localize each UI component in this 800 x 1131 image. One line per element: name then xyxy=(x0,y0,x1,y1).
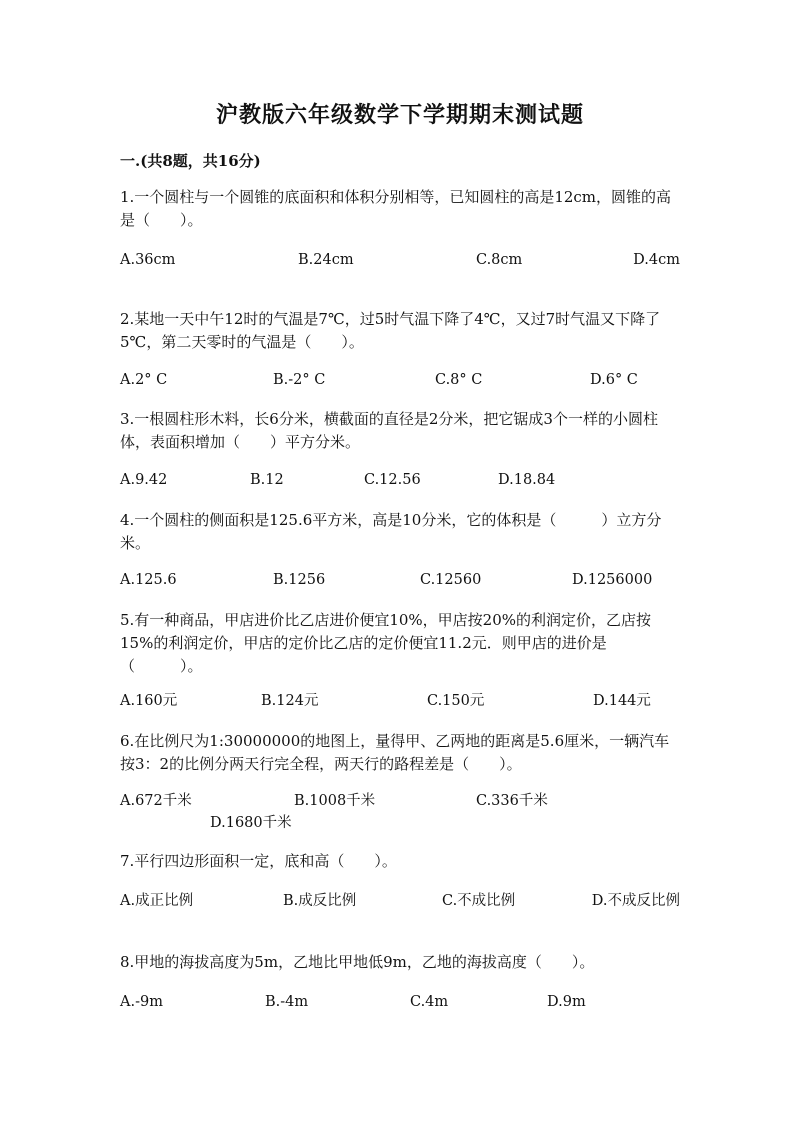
question-1-option-d[interactable]: D.4cm xyxy=(633,252,680,268)
question-6-option-d[interactable]: D.1680千米 xyxy=(210,815,292,831)
question-3-option-c[interactable]: C.12.56 xyxy=(364,472,421,488)
question-5-text: 5.有一种商品，甲店进价比乙店进价便宜10%，甲店按20%的利润定价，乙店按15%的利润定价，甲店的定价比乙店的定价便宜11.2元．则甲店的进价是（ ）。 xyxy=(120,611,651,675)
question-6-text: 6.在比例尺为1:30000000的地图上，量得甲、乙两地的距离是5.6厘米，一辆汽车按3：2的比例分两天行完全程，两天行的路程差是（ ）。 xyxy=(120,732,670,773)
question-2-option-d[interactable]: D.6° C xyxy=(590,372,638,388)
question-4-option-c[interactable]: C.12560 xyxy=(420,572,482,588)
question-2-option-b[interactable]: B.-2° C xyxy=(273,372,326,388)
question-2-text: 2.某地一天中午12时的气温是7℃，过5时气温下降了4℃，又过7时气温又下降了5℃，第二天零时的气温是（ ）。 xyxy=(120,310,661,351)
question-3-option-b[interactable]: B.12 xyxy=(250,472,284,488)
question-7-option-a[interactable]: A.成正比例 xyxy=(120,893,194,909)
question-2-option-a[interactable]: A.2° C xyxy=(120,372,168,388)
question-1-option-b[interactable]: B.24cm xyxy=(298,252,354,268)
question-4-text: 4.一个圆柱的侧面积是125.6平方米，高是10分米，它的体积是（ ）立方分米。 xyxy=(120,511,662,552)
page-title: 沪教版六年级数学下学期期末测试题 xyxy=(215,102,584,128)
question-4-option-d[interactable]: D.1256000 xyxy=(572,572,653,588)
question-2-option-c[interactable]: C.8° C xyxy=(435,372,483,388)
question-8-option-a[interactable]: A.-9m xyxy=(120,994,163,1010)
question-1-option-c[interactable]: C.8cm xyxy=(476,252,523,268)
question-6-option-c[interactable]: C.336千米 xyxy=(476,793,548,809)
question-1-text: 1.一个圆柱与一个圆锥的底面积和体积分别相等，已知圆柱的高是12cm，圆锥的高是（ ）。 xyxy=(120,188,672,229)
question-8-option-c[interactable]: C.4m xyxy=(410,994,449,1010)
question-8-option-d[interactable]: D.9m xyxy=(547,994,586,1010)
question-5-option-d[interactable]: D.144元 xyxy=(593,693,651,709)
question-3-option-a[interactable]: A.9.42 xyxy=(120,472,168,488)
question-7-option-c[interactable]: C.不成比例 xyxy=(442,893,516,909)
question-7-text: 7.平行四边形面积一定，底和高（ ）。 xyxy=(120,852,397,870)
question-8-text: 8.甲地的海拔高度为5m，乙地比甲地低9m，乙地的海拔高度（ ）。 xyxy=(120,953,595,971)
question-6-option-b[interactable]: B.1008千米 xyxy=(294,793,376,809)
question-8-option-b[interactable]: B.-4m xyxy=(265,994,309,1010)
question-1-option-a[interactable]: A.36cm xyxy=(120,252,176,268)
question-3-text: 3.一根圆柱形木料，长6分米，横截面的直径是2分米，把它锯成3个一样的小圆柱体，表面积增加（ ）平方分米。 xyxy=(120,410,658,451)
question-6-option-a[interactable]: A.672千米 xyxy=(120,793,192,809)
question-7-option-b[interactable]: B.成反比例 xyxy=(283,893,357,909)
question-3-option-d[interactable]: D.18.84 xyxy=(498,472,556,488)
question-4-option-a[interactable]: A.125.6 xyxy=(120,572,177,588)
section-heading: 一.(共8题，共16分) xyxy=(120,152,261,170)
question-5-option-b[interactable]: B.124元 xyxy=(261,693,319,709)
question-7-option-d[interactable]: D.不成反比例 xyxy=(591,893,680,909)
question-5-option-c[interactable]: C.150元 xyxy=(427,693,485,709)
question-5-option-a[interactable]: A.160元 xyxy=(120,693,178,709)
question-4-option-b[interactable]: B.1256 xyxy=(273,572,326,588)
